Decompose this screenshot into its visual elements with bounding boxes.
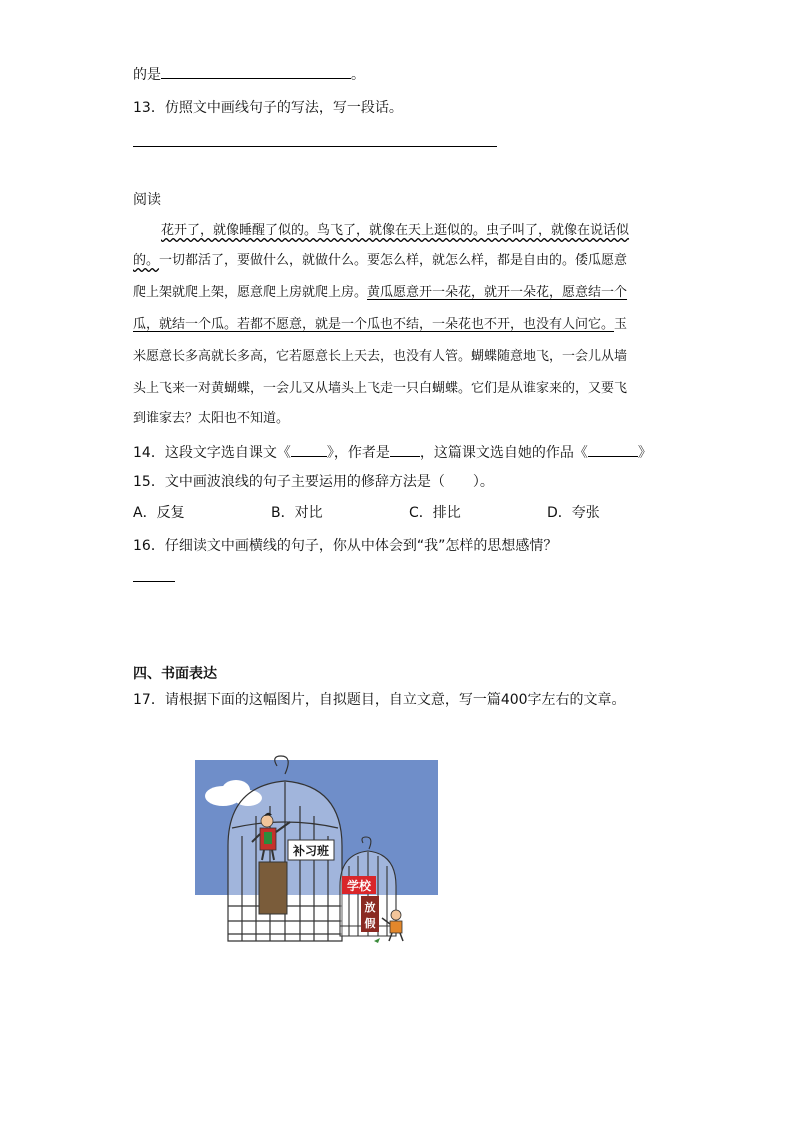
q14-text-a: 14．这段文字选自课文《: [133, 445, 291, 461]
q14-blank-title[interactable]: [291, 442, 327, 457]
q14-text-c: ，这篇课文选自她的作品《: [419, 445, 588, 461]
passage-text: 玉: [614, 317, 628, 332]
cage-cartoon-illustration: [128, 736, 440, 948]
q12-tail-text: 的是: [133, 67, 161, 83]
passage-text: 一切都活了，要做什么，就做什么。要怎么样，就怎么样，都是自由的。倭瓜愿意: [159, 253, 628, 268]
sign-holiday-label-2: 假: [364, 917, 376, 930]
open-cage-door: [259, 862, 287, 914]
q14-text-d: 》: [637, 445, 652, 461]
q15-option-b[interactable]: B．对比: [271, 505, 323, 521]
passage-line-1: [161, 222, 629, 240]
q17-question: 17．请根据下面的这幅图片，自拟题目，自立文意，写一篇400字左右的文章。: [133, 692, 626, 708]
underlined-sentence: 黄瓜愿意开一朵花，就开一朵花，愿意结一个: [367, 285, 628, 300]
q14-blank-author[interactable]: [390, 442, 420, 457]
wavy-sentence: 花开了，就像睡醒了似的。鸟飞了，就像在天上逛似的。虫子叫了，就像在说话似: [161, 223, 630, 238]
passage-line-5: 米愿意长多高就长多高，它若愿意长上天去，也没有人管。蝴蝶随意地飞，一会儿从墙: [133, 349, 628, 364]
sign-school-label: 学校: [346, 879, 372, 893]
q14-blank-work[interactable]: [588, 442, 638, 457]
q13-answer-line[interactable]: [133, 146, 497, 147]
q16-answer-line[interactable]: [133, 581, 175, 582]
passage-line-7: 到谁家去？太阳也不知道。: [133, 411, 290, 426]
passage-line-2: [133, 252, 627, 270]
passage-line-3: [133, 284, 627, 302]
sign-tutoring-class-label: 补习班: [292, 844, 330, 858]
q14-text-b: 》，作者是: [326, 445, 390, 461]
q15-option-a[interactable]: A．反复: [133, 505, 185, 521]
section-title: 四、书面表达: [133, 666, 217, 682]
q12-end-mark: 。: [351, 67, 365, 83]
reading-title: 阅读: [133, 192, 161, 208]
q16-question: 16．仔细读文中画横线的句子，你从中体会到“我”怎样的思想感情？: [133, 538, 558, 554]
q14-question: [133, 442, 652, 463]
sign-holiday-label-1: 放: [364, 901, 376, 914]
q12-answer-blank[interactable]: [161, 64, 351, 79]
q15-question: 15．文中画波浪线的句子主要运用的修辞方法是（ ）。: [133, 474, 494, 490]
passage-text: 爬上架就爬上架，愿意爬上房就爬上房。: [133, 285, 368, 300]
passage-line-4: [133, 316, 627, 334]
wavy-sentence-end: 的。: [133, 253, 160, 268]
q15-option-c[interactable]: C．排比: [409, 505, 461, 521]
q13-question: 13．仿照文中画线句子的写法，写一段话。: [133, 100, 403, 116]
q12-answer-line: [133, 64, 365, 85]
q15-option-d[interactable]: D．夸张: [547, 505, 600, 521]
underlined-sentence-end: 瓜，就结一个瓜。若都不愿意，就是一个瓜也不结，一朵花也不开，也没有人问它。: [133, 317, 615, 332]
passage-line-6: 头上飞来一对黄蝴蝶，一会儿又从墙头上飞走一只白蝴蝶。它们是从谁家来的，又要飞: [133, 381, 628, 396]
